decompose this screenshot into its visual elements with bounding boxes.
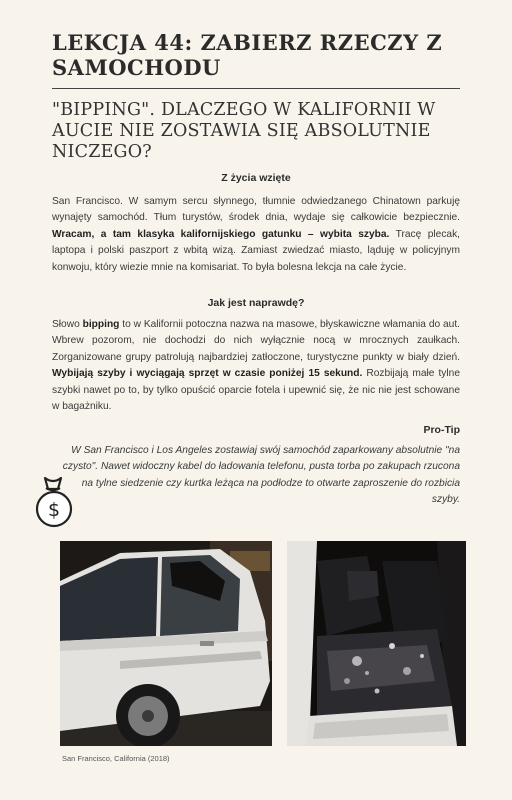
- bipping-term: bipping: [82, 319, 120, 330]
- photo-caption: San Francisco, California (2018): [62, 754, 170, 763]
- money-bag-icon: [28, 474, 78, 530]
- reality-text-b: to w Kalifornii potoczna nazwa na masowe, błyskawiczne włamania do aut. Wbrew pozorom, nie dochodzi do nich wyłącznie nocą w mrocznych zaułkach. Zorganizowane grupy patrolują najbardziej zatłoczone, turystyczne punkty w biały dzień.: [52, 319, 460, 363]
- story-text-bold: Wracam, a tam klasyka kalifornijskiego gatunku – wybita szyba.: [52, 228, 390, 240]
- title-divider: [52, 88, 460, 89]
- reality-text-bold: Wybijają szyby i wyciągają sprzęt w czasie poniżej 15 sekund.: [52, 368, 363, 380]
- story-text-start: San Francisco. W samym sercu słynnego, tłumnie odwiedzanego Chinatown parkuję wynajęty samochód. Tłum turystów, środek dnia, wydaje się całkowicie bezpiecznie.: [52, 196, 460, 224]
- photo-suv-broken-window: [60, 541, 272, 746]
- lesson-title: LEKCJA 44: ZABIERZ RZECZY Z SAMOCHODU: [52, 30, 443, 80]
- section-heading-story: Z życia wzięte: [221, 172, 291, 184]
- reality-text-a: Słowo: [52, 319, 83, 330]
- protip-text: W San Francisco i Los Angeles zostawiaj swój samochód zaparkowany absolutnie "na czysto". Nawet widoczny kabel do ładowania telefonu, pusta torba po zakupach rzucona na tylne siedzenie czy kurtka leżąca na podłodze to otwarte zaproszenie do rozbicia szyby.: [62, 445, 460, 506]
- reality-text-c: Rozbijają małe tylne szybki nawet po to, by tylko opuścić oparcie fotela i upewnić się, że nic nie jest schowane w bagażniku.: [52, 368, 460, 413]
- story-paragraph: [52, 194, 460, 276]
- story-text-end: Tracę plecak, laptopa i polski paszport z wbitą wizą. Zamiast zwiedzać miasto, ląduję w policyjnym konwoju, który wiezie mnie na komisariat. To była bolesna lekcja na całe życie.: [52, 228, 460, 273]
- photo-car-interior-glass: [287, 541, 466, 746]
- section-heading-reality: Jak jest naprawdę?: [207, 297, 305, 309]
- protip-heading: Pro-Tip: [423, 424, 460, 436]
- reality-paragraph: [52, 317, 460, 415]
- dollar-sign: $: [47, 499, 61, 521]
- lesson-subtitle: "BIPPING". DLACZEGO W KALIFORNII W AUCIE NIE ZOSTAWIA SIĘ ABSOLUTNIE NICZEGO?: [52, 100, 436, 162]
